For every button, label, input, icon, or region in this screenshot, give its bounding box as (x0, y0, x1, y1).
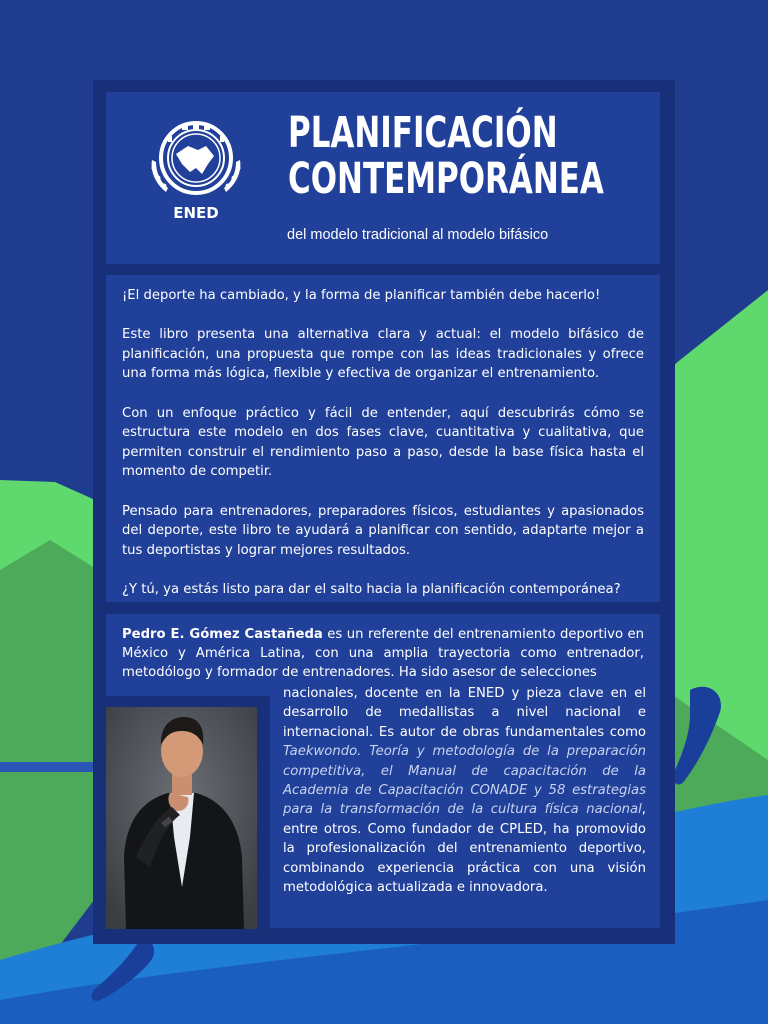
description-paragraph: ¡El deporte ha cambiado, y la forma de planificar también debe hacerlo! (122, 288, 601, 303)
description-paragraph: Este libro presenta una alternativa clara y actual: el modelo bifásico de planificación, una propuesta que rompe con las ideas tradicionales y ofrece una forma más lógica, flexible y efectiva de organizar el entrenamiento. (122, 327, 644, 382)
logo-lettering: ENED (173, 204, 219, 222)
description-panel (106, 275, 660, 602)
title-line-1: PLANIFICACIÓN (288, 108, 558, 158)
description-paragraph: Con un enfoque práctico y fácil de entender, aquí descubrirás cómo se estructura este modelo en dos fases clave, cuantitativa y cualitativa, que permiten construir el rendimiento paso a paso, desde la base física hasta el momento de competir. (122, 405, 644, 480)
description-paragraph: Pensado para entrenadores, preparadores físicos, estudiantes y apasionados del deporte, este libro te ayudará a planificar con sentido, adaptarte mejor a tus deportistas y lograr mejores resultados. (122, 503, 644, 558)
ened-logo (146, 116, 246, 222)
author-bio-part2: nacionales, docente en la ENED y pieza clave en el desarrollo de medallistas a nivel nacional e internacional. Es autor de obras fundamentales como (283, 686, 646, 740)
author-bio-part1: es un referente del entrenamiento deportivo en México y América Latina, con una amplia trayectoria como entrenador, metodólogo y formador de entrenadores. Ha sido asesor de selecciones (122, 627, 645, 680)
description-paragraph: ¿Y tú, ya estás listo para dar el salto hacia la planificación contemporánea? (122, 581, 621, 597)
author-works: Taekwondo. Teoría y metodología de la preparación competitiva, el Manual de capacitación de la Academia de Capacitación CONADE y 58 estrategias para la transformación de la cultura física nacional (283, 744, 646, 818)
author-bio-continued (270, 682, 660, 928)
author-bio-part3: , entre otros. Como fundador de CPLED, ha promovido la profesionalización del entrenamiento deportivo, combinando experiencia práctica con una visión metodológica actualizada e innovadora. (283, 802, 646, 896)
book-subtitle: del modelo tradicional al modelo bifásico (287, 227, 549, 243)
blue-stripe-left (0, 762, 93, 772)
book-title (288, 108, 604, 204)
author-name: Pedro E. Gómez Castañeda (122, 627, 323, 642)
title-line-2: CONTEMPORÁNEA (288, 154, 604, 204)
author-photo (106, 707, 257, 929)
